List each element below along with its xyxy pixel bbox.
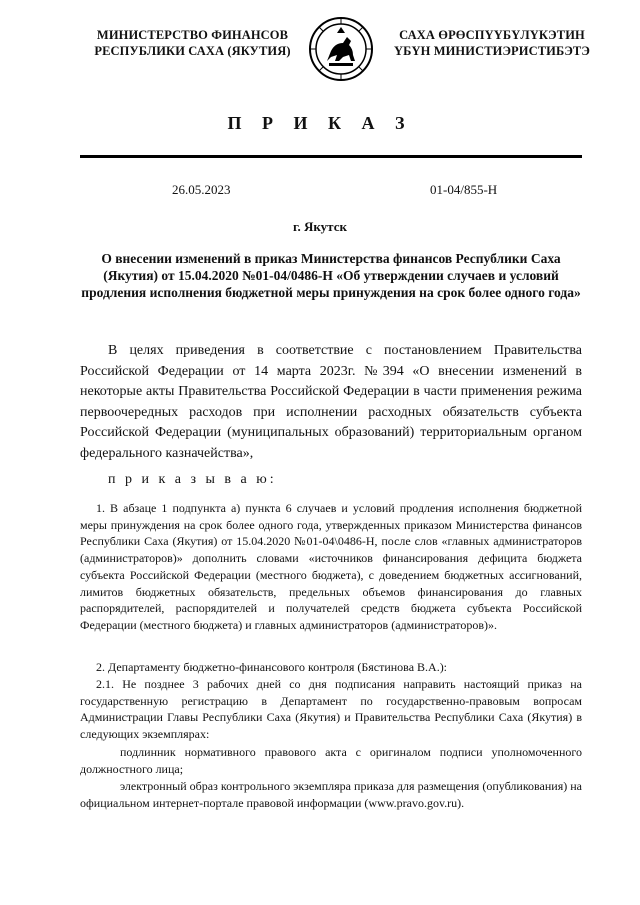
item-1: 1. В абзаце 1 подпункта а) пункта 6 случаев и условий продления исполнения бюджетной меры принуждения на срок более одного года, утвержденных приказом Министерства финансов Республики Саха (Якутия) от 15.04.2020 №01-04\0486-Н, после слов «главных администраторов (администраторов)» дополнить словами «источников финансирования дефицита бюджета субъекта Российской Федерации (местного бюджета), с доведением бюджетных ассигнований, лимитов бюджетных обязательств, предельных объемов финансирования до главных распорядителей, распорядителей и получателей средств бюджета субъекта Российской Федерации (местного бюджета) и главных администраторов (администраторов)». — [80, 501, 582, 632]
ministry-name-ru-line2: РЕСПУБЛИКИ САХА (ЯКУТИЯ) — [94, 44, 291, 58]
ministry-name-ru-line1: МИНИСТЕРСТВО ФИНАНСОВ — [96, 28, 289, 42]
item-2-1-copy-electronic: электронный образ контрольного экземпляра приказа для размещения (опубликования) на официальном интернет-портале правовой информации (www.pravo.gov.ru). — [80, 779, 582, 810]
item-2: 2. Департаменту бюджетно-финансового контроля (Бястинова В.А.): — [96, 660, 448, 674]
ministry-name-russian — [80, 27, 305, 59]
document-city: г. Якутск — [293, 219, 347, 234]
ministry-name-yakut — [377, 27, 607, 59]
document-number: 01-04/855-Н — [430, 182, 498, 197]
document-title: О внесении изменений в приказ Министерства финансов Республики Саха (Якутия) от 15.04.2020 №01-04/0486-Н «Об утверждении случаев и условий продления исполнения бюджетной меры принуждения на срок более одного года» — [81, 251, 581, 300]
order-word: п р и к а з ы в а ю: — [108, 472, 277, 487]
item-2-1-copy-original: подлинник нормативного правового акта с оригиналом подписи уполномоченного должностного лица; — [80, 745, 582, 776]
preamble-paragraph: В целях приведения в соответствие с постановлением Правительства Российской Федерации от 14 марта 2023г. №394 «О внесении изменений в некоторые акты Правительства Российской Федерации в части применения режима первоочередных расходов при исполнении расходных обязательств субъекта Российской Федерации (муниципальных образований) территориальным органом федерального казначейства», — [80, 343, 582, 461]
header-divider — [80, 155, 582, 158]
document-type-heading: П Р И К А З — [227, 113, 413, 133]
ministry-name-sah-line2: YБYН МИНИСТИЭРИСТИБЭТЭ — [394, 44, 590, 58]
item-2-1: 2.1. Не позднее 3 рабочих дней со дня подписания направить настоящий приказ на государственную регистрацию в Департамент по государственно-правовым вопросам Администрации Главы Республики Саха (Якутия) и Правительства Республики Саха (Якутия) в следующих экземплярах: — [80, 677, 582, 742]
document-date: 26.05.2023 — [172, 182, 231, 197]
ministry-name-sah-line1: САХА ӨРӨСПYYБYЛYКЭТИН — [399, 28, 585, 42]
sakha-republic-coat-of-arms-icon — [307, 15, 375, 83]
